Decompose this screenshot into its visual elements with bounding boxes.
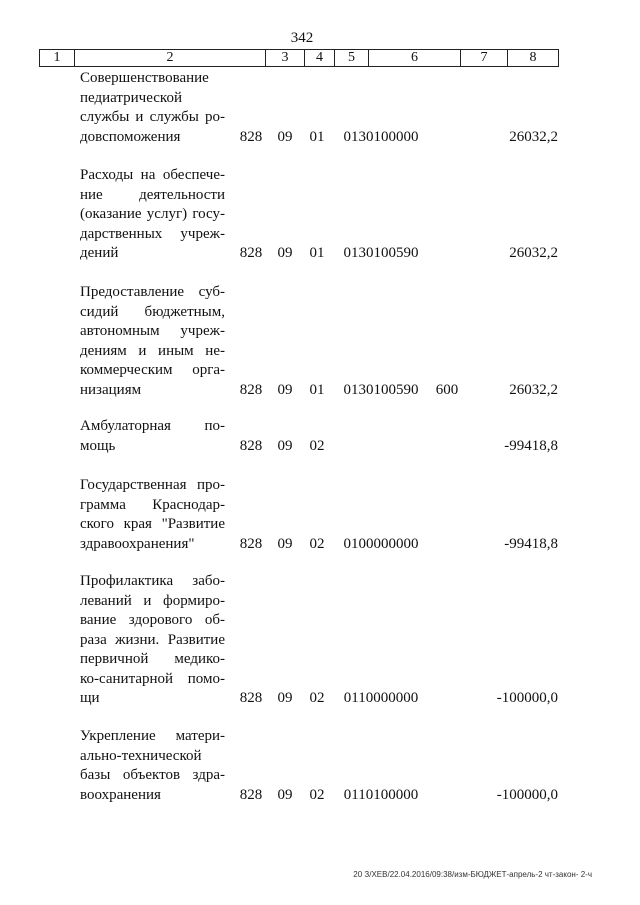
row-description: [80, 69, 225, 147]
description-line: вание здорового об-: [80, 612, 225, 628]
cell-c4: 09: [277, 786, 293, 803]
description-line: леваний и формиро-: [80, 592, 225, 609]
description-line: Расходы на обеспече-: [80, 167, 225, 183]
description-line: автономным учреж-: [80, 323, 225, 339]
description-line: ально-технической: [80, 747, 202, 764]
description-line: Государственная про-: [80, 477, 225, 493]
description-line: дениям и иным не-: [80, 342, 225, 359]
cell-c4: 09: [277, 381, 293, 398]
description-line: мощь: [80, 437, 116, 454]
header-col-4: 4: [305, 50, 335, 66]
cell-c6: 0110000000: [343, 690, 419, 706]
description-line: службы и службы ро-: [80, 109, 225, 125]
cell-c5: 01: [309, 128, 325, 145]
header-col-8: 8: [529, 50, 537, 65]
cell-c3: 828: [239, 786, 263, 803]
cell-c5: 02: [309, 786, 325, 803]
cell-c5: 01: [309, 381, 325, 398]
description-line: Укрепление матери-: [80, 728, 225, 744]
cell-c4: 09: [277, 690, 293, 706]
description-line: коммерческим орга-: [80, 362, 225, 378]
cell-c4: 09: [277, 437, 293, 454]
description-line: Профилактика забо-: [80, 573, 225, 589]
row-description: [80, 417, 225, 456]
header-col-1: 1: [40, 50, 75, 66]
cell-c5: 02: [309, 535, 325, 552]
cell-c8: -99418,8: [504, 535, 558, 552]
description-line: ко-санитарной помо-: [80, 670, 225, 687]
header-col-6: 6: [369, 50, 461, 66]
description-line: Предоставление суб-: [80, 284, 225, 300]
description-line: здравоохранения": [80, 535, 195, 552]
cell-c6: 0130100590: [343, 381, 419, 398]
cell-c4: 09: [277, 245, 293, 261]
cell-c5: 02: [309, 437, 325, 454]
description-line: ского края "Развитие: [80, 516, 225, 532]
cell-c8: 26032,2: [509, 128, 558, 145]
description-line: дений: [80, 245, 119, 261]
cell-c3: 828: [239, 535, 263, 552]
cell-c4: 09: [277, 535, 293, 552]
description-line: ние деятельности: [80, 186, 225, 203]
cell-c8: -100000,0: [496, 786, 558, 803]
description-line: сидий бюджетным,: [80, 303, 225, 320]
description-line: первичной медико-: [80, 651, 225, 667]
description-line: базы объектов здра-: [80, 767, 225, 783]
row-description: [80, 727, 225, 805]
description-line: воохранения: [80, 786, 161, 803]
cell-c6: 0100000000: [343, 535, 419, 552]
cell-c7: 600: [435, 381, 459, 398]
row-description: [80, 166, 225, 264]
header-col-2: 2: [75, 50, 266, 66]
description-line: (оказание услуг) госу-: [80, 206, 225, 222]
description-line: дарственных учреж-: [80, 225, 225, 242]
description-line: низациям: [80, 381, 142, 398]
cell-c8: -100000,0: [496, 690, 558, 706]
description-line: довспоможения: [80, 128, 181, 145]
description-line: педиатрической: [80, 89, 182, 106]
cell-c8: 26032,2: [509, 245, 558, 261]
description-line: Амбулаторная по-: [80, 418, 225, 434]
cell-c5: 01: [309, 245, 325, 261]
cell-c8: -99418,8: [504, 437, 558, 454]
row-description: [80, 283, 225, 400]
table-header: [39, 49, 559, 67]
footer-stamp: 20 З/ХЕВ/22.04.2016/09:38/изм-БЮДЖЕТ-апрель-2 чт-закон- 2-ч: [353, 870, 592, 879]
cell-c5: 02: [309, 690, 325, 706]
row-description: [80, 476, 225, 554]
cell-c4: 09: [277, 128, 293, 145]
description-line: щи: [80, 690, 100, 706]
header-col-5: 5: [335, 50, 369, 66]
description-line: Совершенствование: [80, 70, 209, 86]
cell-c3: 828: [239, 128, 263, 145]
cell-c6: 0130100000: [343, 128, 419, 145]
description-line: грамма Краснодар-: [80, 496, 225, 513]
header-col-7: 7: [461, 50, 508, 66]
cell-c6: 0130100590: [343, 245, 419, 261]
cell-c3: 828: [239, 690, 263, 706]
cell-c3: 828: [239, 381, 263, 398]
row-description: [80, 572, 225, 709]
cell-c8: 26032,2: [509, 381, 558, 398]
page-number: 342: [290, 30, 314, 46]
cell-c3: 828: [239, 437, 263, 454]
cell-c3: 828: [239, 245, 263, 261]
description-line: раза жизни. Развитие: [80, 631, 225, 648]
cell-c6: 0110100000: [343, 786, 419, 803]
header-col-3: 3: [266, 50, 305, 66]
